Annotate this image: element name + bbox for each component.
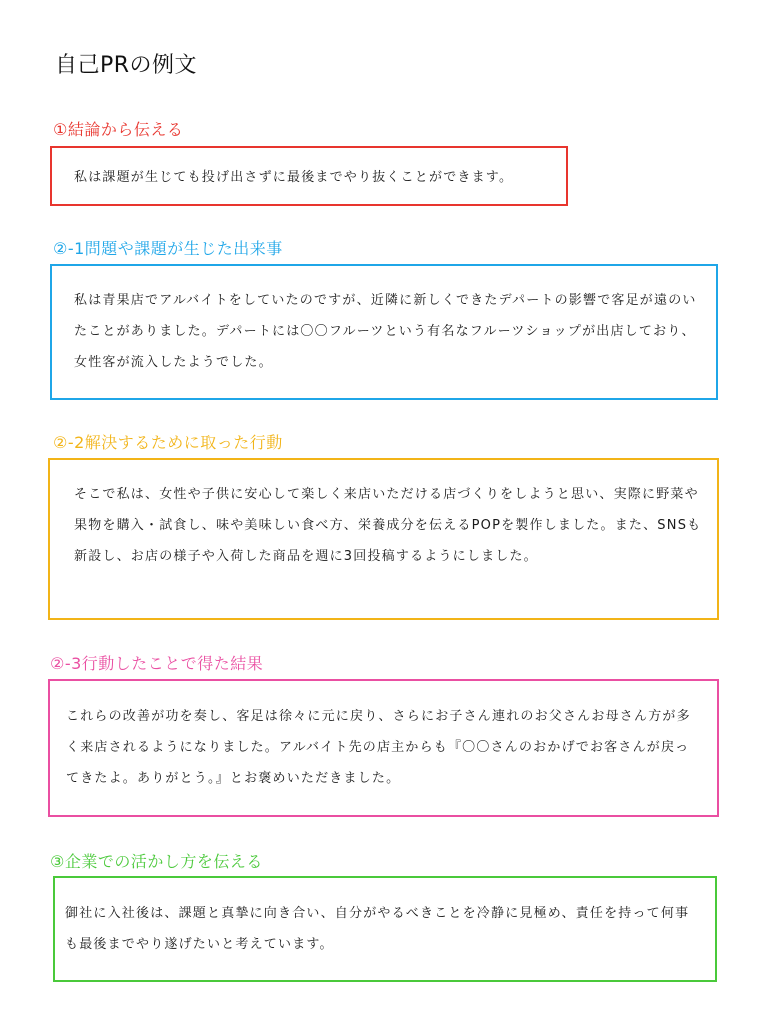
section-heading-application: ③企業での活かし方を伝える <box>50 852 263 871</box>
section-text-action: そこで私は、女性や子供に安心して楽しく来店いただける店づくりをしようと思い、実際に野菜や果物を購入・試食し、味や美味しい食べ方、栄養成分を伝えるPOPを製作しました。また、SNSも新設し、お店の様子や入荷した商品を週に3回投稿するようにしました。 <box>74 487 702 564</box>
section-box-result <box>48 679 719 817</box>
section-box-application <box>53 876 717 982</box>
page-title: 自己PRの例文 <box>55 53 198 78</box>
section-heading-result: ②-3行動したことで得た結果 <box>50 654 264 673</box>
section-heading-action: ②-2解決するために取った行動 <box>53 433 283 452</box>
section-box-problem <box>50 264 718 400</box>
section-text-problem: 私は青果店でアルバイトをしていたのですが、近隣に新しくできたデパートの影響で客足が遠のいたことがありました。デパートには〇〇フルーツという有名なフルーツショップが出店しており、女性客が流入したようでした。 <box>74 293 697 370</box>
section-text-application: 御社に入社後は、課題と真摯に向き合い、自分がやるべきことを冷静に見極め、責任を持って何事も最後までやり遂げたいと考えています。 <box>65 906 690 952</box>
section-box-action <box>48 458 719 620</box>
section-heading-conclusion: ①結論から伝える <box>53 120 184 139</box>
section-text-conclusion: 私は課題が生じても投げ出さずに最後までやり抜くことができます。 <box>74 170 514 185</box>
section-text-result: これらの改善が功を奏し、客足は徐々に元に戻り、さらにお子さん連れのお父さんお母さん方が多く来店されるようになりました。アルバイト先の店主からも『〇〇さんのおかげでお客さんが戻ってきたよ。ありがとう。』とお褒めいただきました。 <box>66 709 691 786</box>
section-heading-problem: ②-1問題や課題が生じた出来事 <box>53 239 283 258</box>
section-box-conclusion <box>50 146 568 206</box>
